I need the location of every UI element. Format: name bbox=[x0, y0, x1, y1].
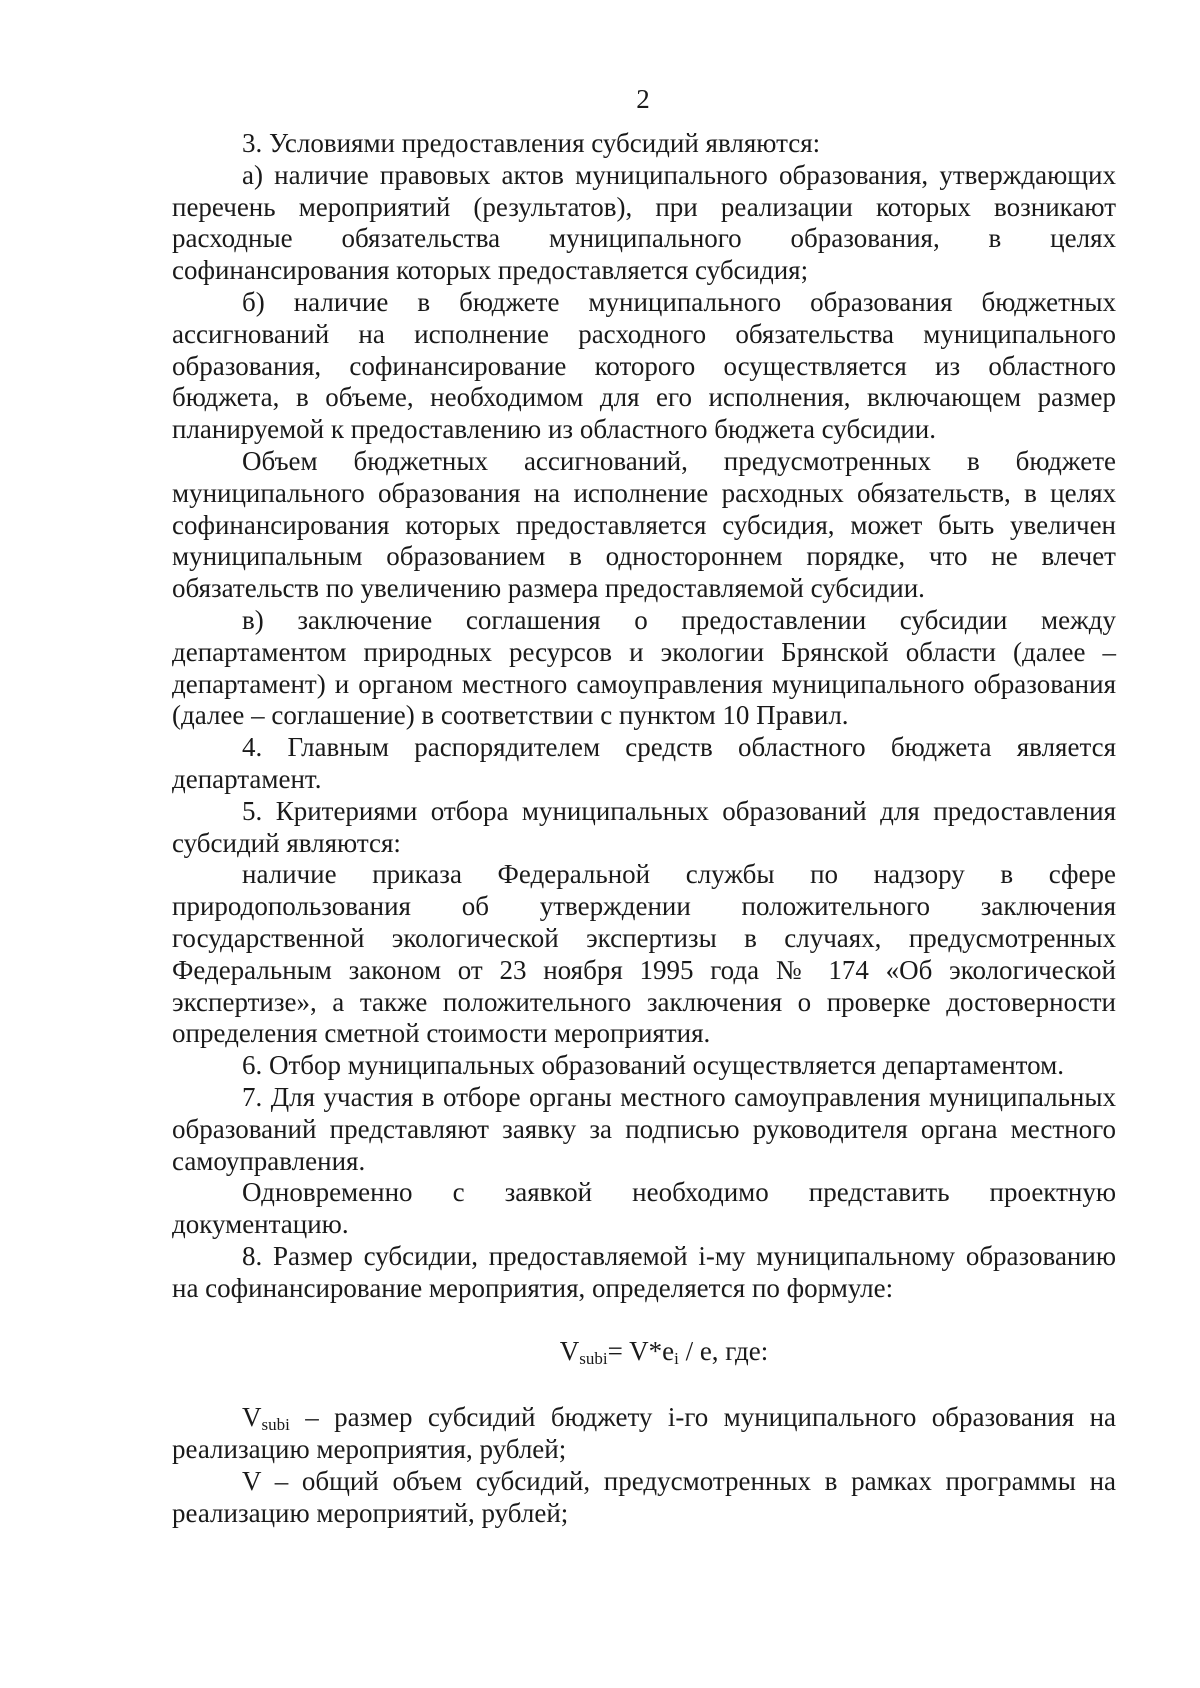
definition-symbol: V bbox=[242, 1465, 262, 1496]
subsidy-formula bbox=[172, 1336, 1116, 1368]
definition-symbol: V bbox=[242, 1402, 262, 1433]
definition-vsubi bbox=[172, 1402, 1116, 1466]
formula-lhs: V bbox=[559, 1336, 580, 1367]
formula-rhs: = V*e bbox=[607, 1336, 675, 1367]
document-body bbox=[172, 128, 1116, 1529]
paragraph-condition-b: б) наличие в бюджете муниципального образования бюджетных ассигнований на исполнение расходного обязательства муниципального образования, софинансирование которого осуществляется из областного бюджета, в объеме, необходимом для его исполнения, включающем размер планируемой к предоставлению из областного бюджета субсидии. bbox=[172, 286, 1116, 445]
formula-rhs-subscript: i bbox=[674, 1349, 679, 1369]
paragraph-condition-a: а) наличие правовых актов муниципального образования, утверждающих перечень мероприятий (результатов), при реализации которых возникают расходные обязательства муниципального образования, в целях софинансирования которых предоставляется субсидия; bbox=[172, 159, 1116, 286]
paragraph-application: 7. Для участия в отборе органы местного самоуправления муниципальных образований представляют заявку за подписью руководителя органа местного самоуправления. bbox=[172, 1081, 1116, 1176]
paragraph-conditions-heading: 3. Условиями предоставления субсидий являются: bbox=[242, 128, 821, 158]
definition-text: – размер субсидий бюджету i-го муниципального образования на реализацию мероприятия, рублей; bbox=[172, 1402, 1116, 1465]
definition-text: – общий объем субсидий, предусмотренных в рамках программы на реализацию мероприятий, рублей; bbox=[172, 1465, 1116, 1528]
definition-v bbox=[172, 1466, 1116, 1530]
definition-symbol-subscript: subi bbox=[261, 1415, 290, 1435]
paragraph-selection-by-department: 6. Отбор муниципальных образований осуществляется департаментом. bbox=[242, 1050, 1064, 1081]
formula-rhs-tail: / e, где: bbox=[678, 1336, 769, 1367]
paragraph-condition-c: в) заключение соглашения о предоставлении субсидии между департаментом природных ресурсов и экологии Брянской области (далее – департамент) и органом местного самоуправления муниципального образования (далее – соглашение) в соответствии с пунктом 10 Правил. bbox=[172, 604, 1116, 731]
paragraph-selection-criteria: 5. Критериями отбора муниципальных образований для предоставления субсидий являются: bbox=[172, 795, 1116, 858]
paragraph-subsidy-size: 8. Размер субсидии, предоставляемой i-му муниципальному образованию на софинансирование мероприятия, определяется по формуле: bbox=[172, 1240, 1116, 1303]
paragraph-documentation: Одновременно с заявкой необходимо представить проектную документацию. bbox=[172, 1177, 1116, 1240]
paragraph-order-requirement: наличие приказа Федеральной службы по надзору в сфере природопользования об утверждении положительного заключения государственной экологической экспертизы в случаях, предусмотренных Федеральным законом от 23 ноября 1995 года № 174 «Об экологической экспертизе», а также положительного заключения о проверке достоверности определения сметной стоимости мероприятия. bbox=[172, 859, 1116, 1049]
formula-lhs-subscript: subi bbox=[579, 1349, 608, 1369]
page-number: 2 bbox=[636, 84, 650, 114]
paragraph-main-manager: 4. Главным распорядителем средств областного бюджета является департамент. bbox=[172, 732, 1116, 794]
paragraph-budget-allocation: Объем бюджетных ассигнований, предусмотренных в бюджете муниципального образования на исполнение расходных обязательств, в целях софинансирования которых предоставляется субсидия, может быть увеличен муниципальным образованием в одностороннем порядке, что не влечет обязательств по увеличению размера предоставляемой субсидии. bbox=[172, 445, 1116, 604]
